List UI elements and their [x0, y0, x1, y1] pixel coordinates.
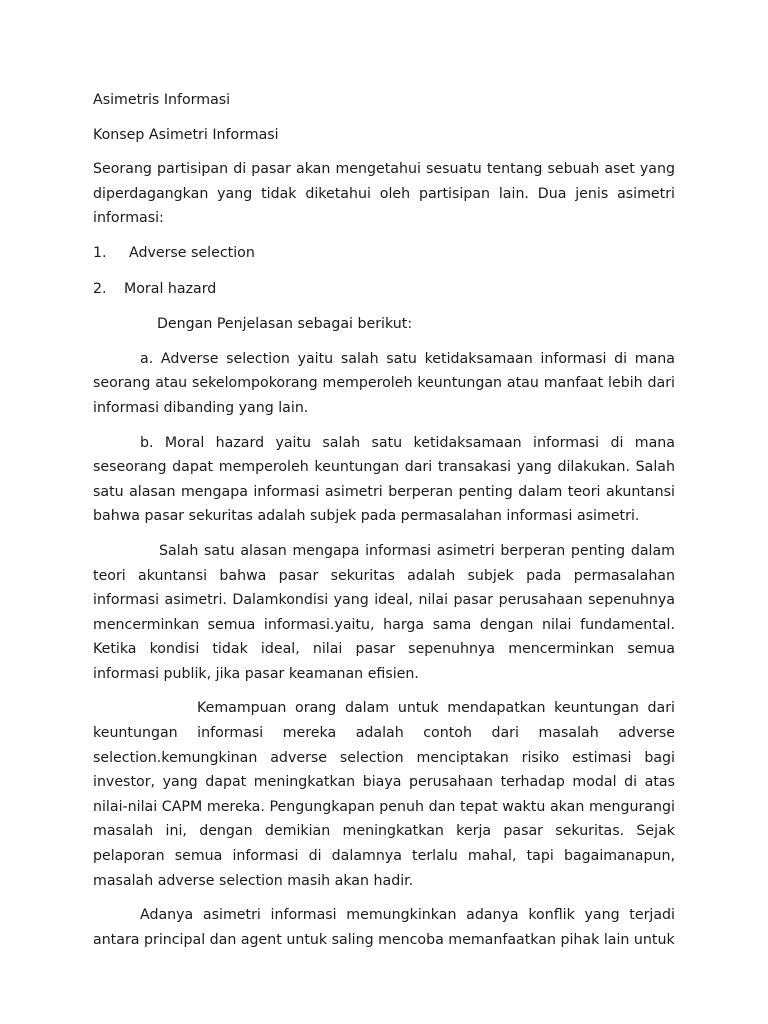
list-number: 2. — [93, 280, 107, 297]
document-title: Asimetris Informasi — [93, 92, 231, 108]
list-text: Moral hazard — [124, 280, 217, 297]
body-paragraph-2: Kemampuan orang dalam untuk mendapatkan keuntungan dari keuntungan informasi mereka adalah contoh dari masalah adverse selection.kemungkinan adverse selection menciptakan risiko estimasi bagi investor, yang dapat meningkatkan biaya perusahaan terhadap modal di atas nilai-nilai CAPM mereka. Pengungkapan penuh dan tepat waktu akan mengurangi masalah ini, dengan demikian meningkatkan kerja pasar sekuritas. Sejak pelaporan semua informasi di dalamnya terlalu mahal, tapi bagaimanapun, masalah adverse selection masih akan hadir. — [93, 700, 675, 889]
list-item — [93, 277, 675, 302]
document-subtitle: Konsep Asimetri Informasi — [93, 126, 279, 143]
document-page — [93, 88, 675, 962]
list-text: Adverse selection — [129, 244, 255, 261]
list-number: 1. — [93, 244, 107, 261]
body-paragraph-1: Salah satu alasan mengapa informasi asimetri berperan penting dalam teori akuntansi bahwa pasar sekuritas adalah subjek pada permasalahan informasi asimetri. Dalamkondisi yang ideal, nilai pasar perusahaan sepenuhnya mencerminkan semua informasi.yaitu, harga sama dengan nilai fundamental. Ketika kondisi tidak ideal, nilai pasar sepenuhnya mencerminkan semua informasi publik, jika pasar keamanan efisien. — [93, 542, 675, 682]
list-item — [93, 241, 675, 266]
point-a-paragraph: a. Adverse selection yaitu salah satu ketidaksamaan informasi di mana seorang atau sekelompokorang memperoleh keuntungan atau manfaat lebih dari informasi dibanding yang lain. — [93, 350, 675, 416]
body-paragraph-3: Adanya asimetri informasi memungkinkan adanya konflik yang terjadi antara principal dan agent untuk saling mencoba memanfaatkan pihak lain untuk — [93, 907, 675, 948]
explanation-intro: Dengan Penjelasan sebagai berikut: — [157, 316, 413, 333]
point-b-paragraph: b. Moral hazard yaitu salah satu ketidaksamaan informasi di mana seseorang dapat memperoleh keuntungan dari transakasi yang dilakukan. Salah satu alasan mengapa informasi asimetri berperan penting dalam teori akuntansi bahwa pasar sekuritas adalah subjek pada permasalahan informasi asimetri. — [93, 434, 675, 525]
intro-paragraph: Seorang partisipan di pasar akan mengetahui sesuatu tentang sebuah aset yang diperdagangkan yang tidak diketahui oleh partisipan lain. Dua jenis asimetri informasi: — [93, 161, 675, 227]
